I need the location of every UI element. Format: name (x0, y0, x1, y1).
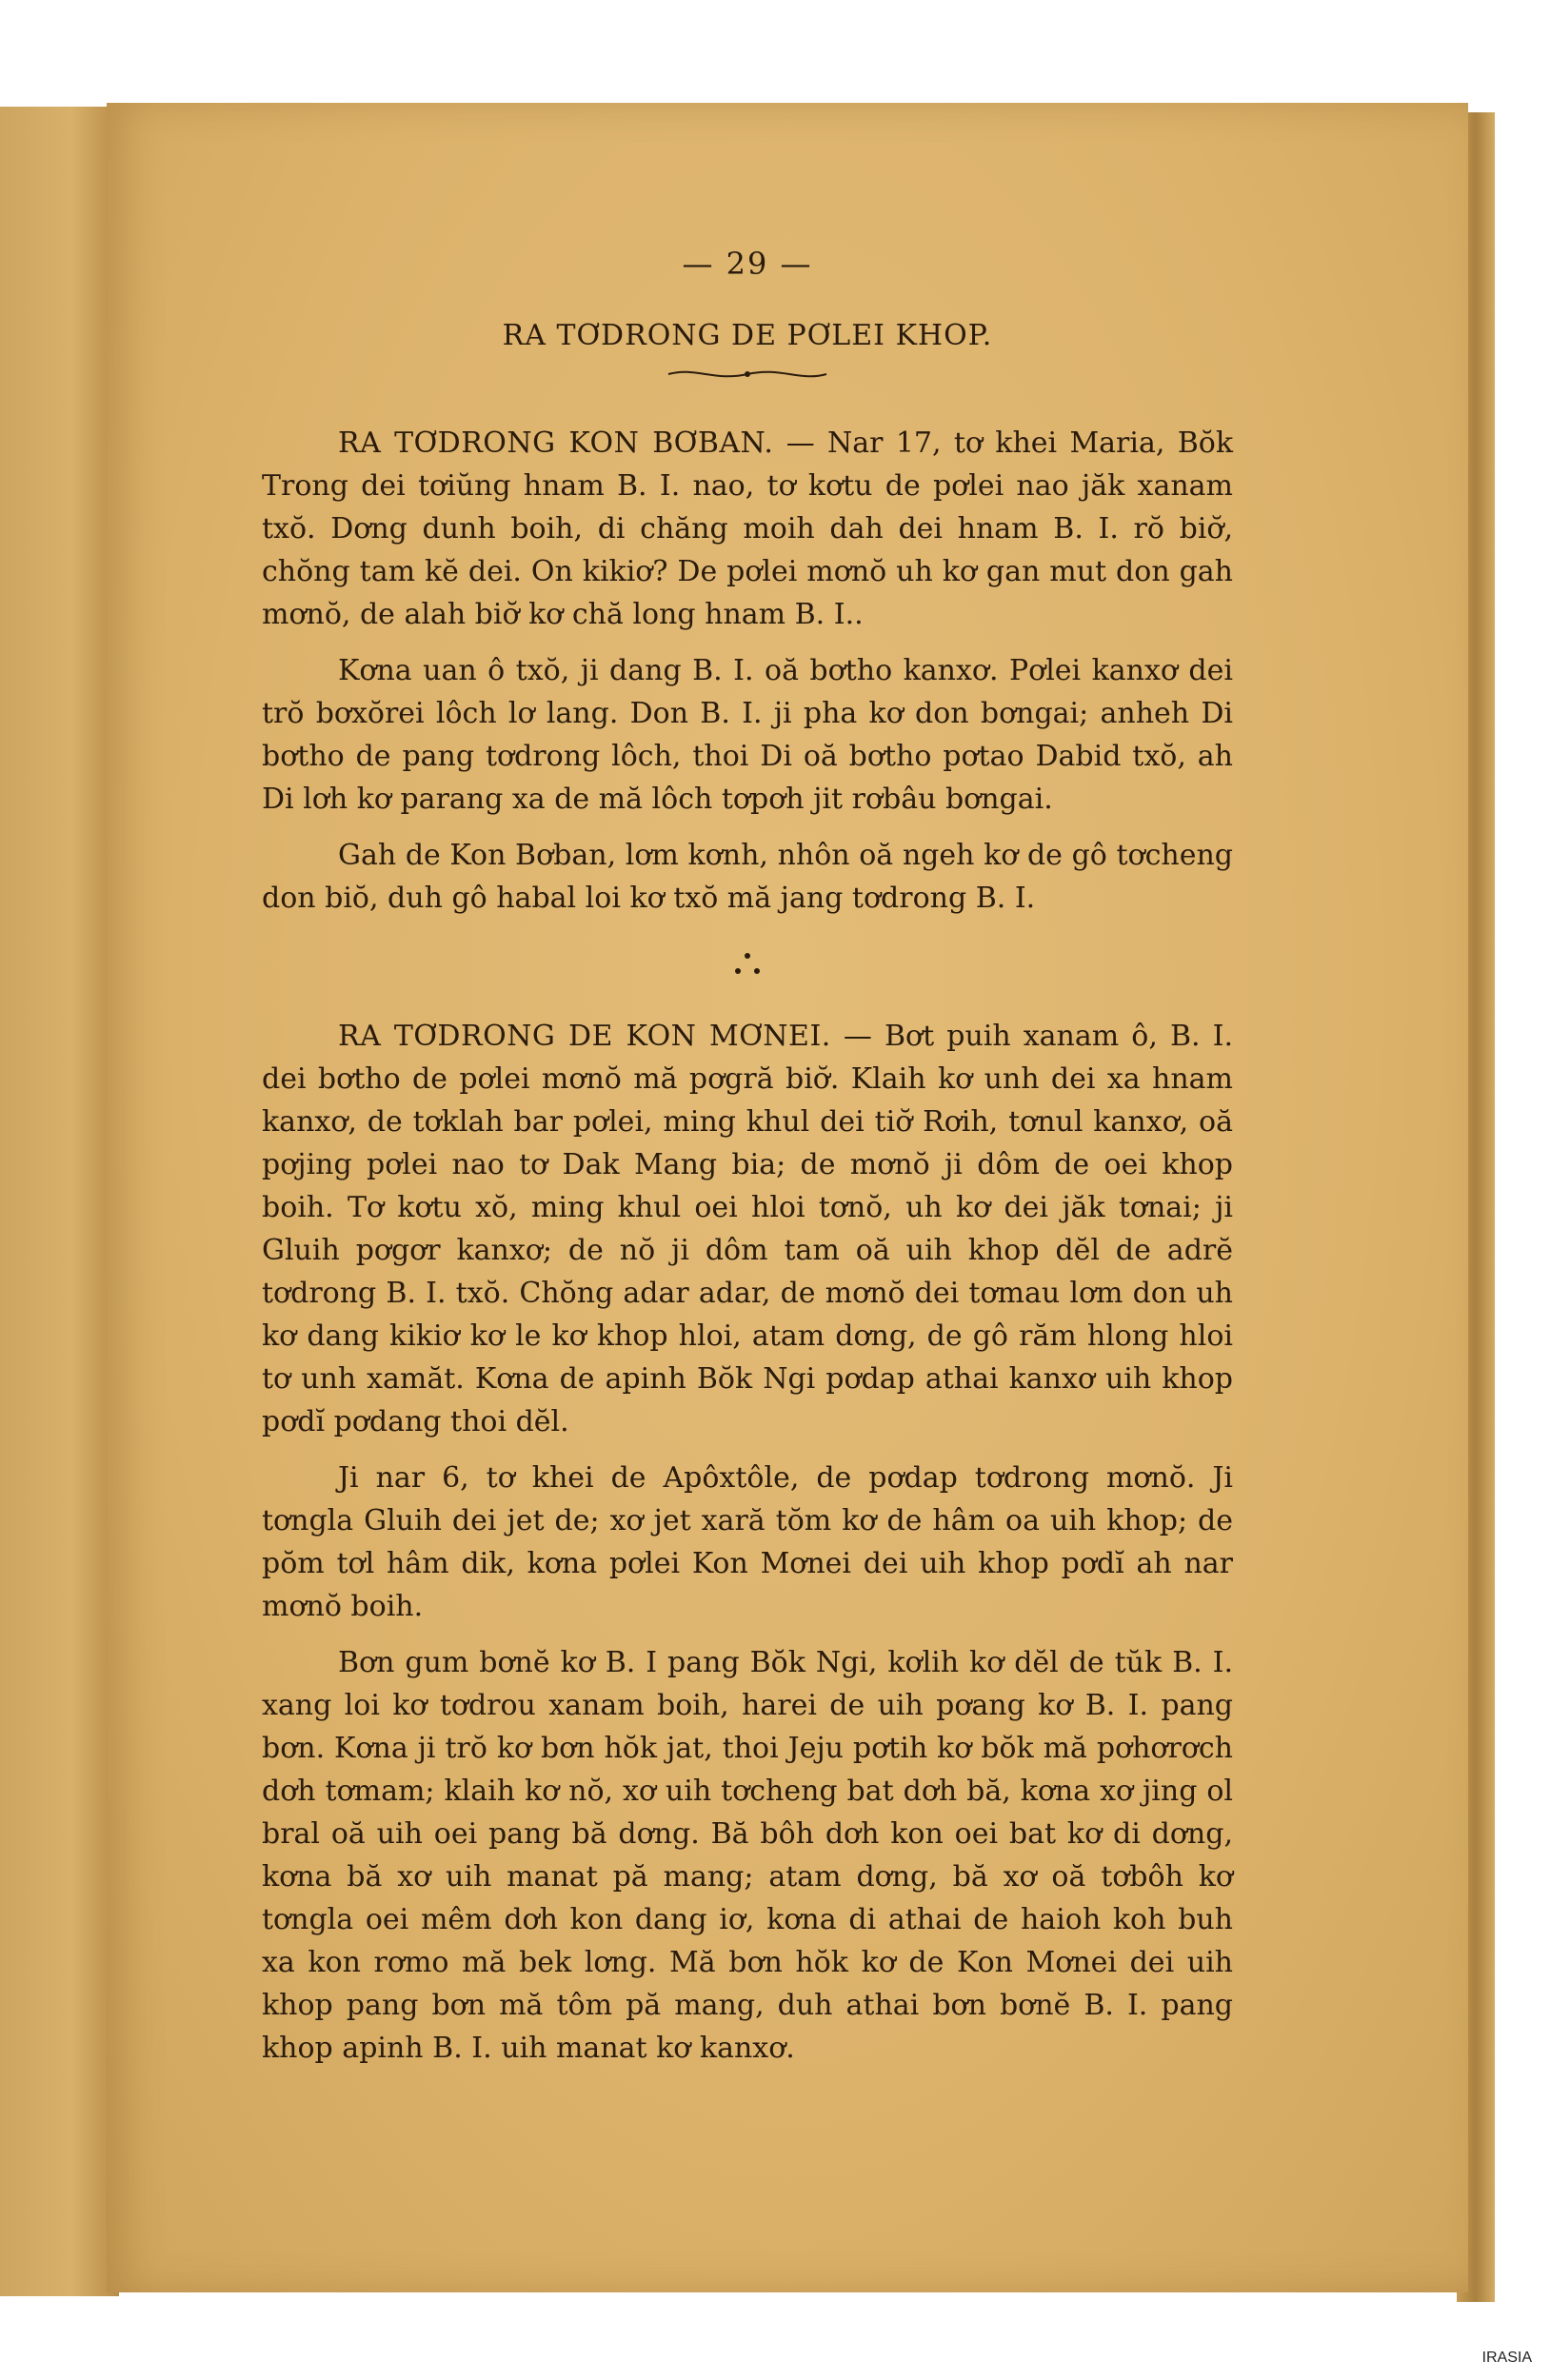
page-number: — 29 — (682, 246, 813, 282)
paragraph: Bơn gum bơnĕ kơ B. I pang Bŏk Ngi, kơlih kơ dĕl de tŭk B. I. xang loi kơ tơdrou xanam boih, harei de uih pơang kơ B. I. pang bơn. Kơna ji trŏ kơ bơn hŏk jat, thoi Jeju pơtih kơ bŏk mă pơhơrơch dơh tơmam; klaih kơ nŏ, xơ uih tơcheng bat dơh bă, kơna xơ jing ol bral oă uih oei pang bă dơng. Bă bôh dơh kon oei bat kơ di dơng, kơna bă xơ uih manat pă mang; atam dơng, bă xơ oă tơbôh kơ tơngla oei mêm dơh kon dang iơ, kơna di athai de haioh koh buh xa kon rơmo mă bek lơng. Mă bơn hŏk kơ de Kon Mơnei dei uih khop pang bơn mă tôm pă mang, duh athai bơn bơnĕ B. I. pang khop apinh B. I. uih manat kơ kanxơ. (262, 1646, 1233, 2065)
page-content (262, 243, 1233, 2083)
watermark: IRASIA (1481, 2350, 1532, 2366)
section-kon-monei (262, 1015, 1233, 2070)
section-heading: RA TƠDRONG DE KON MƠNEI. (338, 1020, 831, 1053)
asterism-icon (719, 950, 776, 977)
paragraph (262, 1015, 1233, 1443)
section-heading: RA TƠDRONG KON BƠBAN. (338, 426, 774, 460)
section-kon-boban (262, 422, 1233, 920)
page-title: RA TƠDRONG DE PƠLEI KHOP. (502, 319, 993, 352)
paragraph (262, 422, 1233, 636)
paragraph: Kơna uan ô txŏ, ji dang B. I. oă bơtho kanxơ. Pơlei kanxơ dei trŏ bơxŏrei lôch lơ lang. Don B. I. ji pha kơ don bơngai; anheh Di bơtho de pang tơdrong lôch, thoi Di oă bơtho pơtao Dabid txŏ, ah Di lơh kơ parang xa de mă lôch tơpơh jit rơbâu bơngai. (262, 654, 1233, 816)
paragraph: Ji nar 6, tơ khei de Apôxtôle, de pơdap tơdrong mơnŏ. Ji tơngla Gluih dei jet de; xơ jet xară tŏm kơ de hâm oa uih khop; de pŏm tơl hâm dik, kơna pơlei Kon Mơnei dei uih khop pơdĭ ah nar mơnŏ boih. (262, 1461, 1233, 1623)
ornament-divider-icon (666, 365, 828, 384)
left-page-edge (0, 107, 119, 2296)
paragraph-text: — Nar 17, tơ khei Maria, Bŏk Trong dei tơiŭng hnam B. I. nao, tơ kơtu de pơlei nao jăk xanam txŏ. Dơng dunh boih, di chăng moih dah dei hnam B. I. rŏ biơ̆, chŏng tam kĕ dei. On kikiơ? De pơlei mơnŏ uh kơ gan mut don gah mơnŏ, de alah biơ̆ kơ chă long hnam B. I.. (262, 426, 1233, 631)
paragraph: Gah de Kon Bơban, lơm kơnh, nhôn oă ngeh kơ de gô tơcheng don biŏ, duh gô habal loi kơ txŏ mă jang tơdrong B. I. (262, 839, 1233, 915)
paragraph-text: — Bơt puih xanam ô, B. I. dei bơtho de pơlei mơnŏ mă pơgră biơ̆. Klaih kơ unh dei xa hnam kanxơ, de tơklah bar pơlei, ming khul dei tiơ̆ Rơih, tơnul kanxơ, oă pơjing pơlei nao tơ Dak Mang bia; de mơnŏ ji dôm de oei khop boih. Tơ kơtu xŏ, ming khul oei hloi tơnŏ, uh kơ dei jăk tơnai; ji Gluih pơgơr kanxơ; de nŏ ji dôm tam oă uih khop dĕl de adrĕ tơdrong B. I. txŏ. Chŏng adar adar, de mơnŏ dei tơmau lơm don uh kơ dang kikiơ kơ le kơ khop hloi, atam dơng, de gô răm hlong hloi tơ unh xamăt. Kơna de apinh Bŏk Ngi pơdap athai kanxơ uih khop pơdĭ pơdang thoi dĕl. (262, 1020, 1233, 1438)
